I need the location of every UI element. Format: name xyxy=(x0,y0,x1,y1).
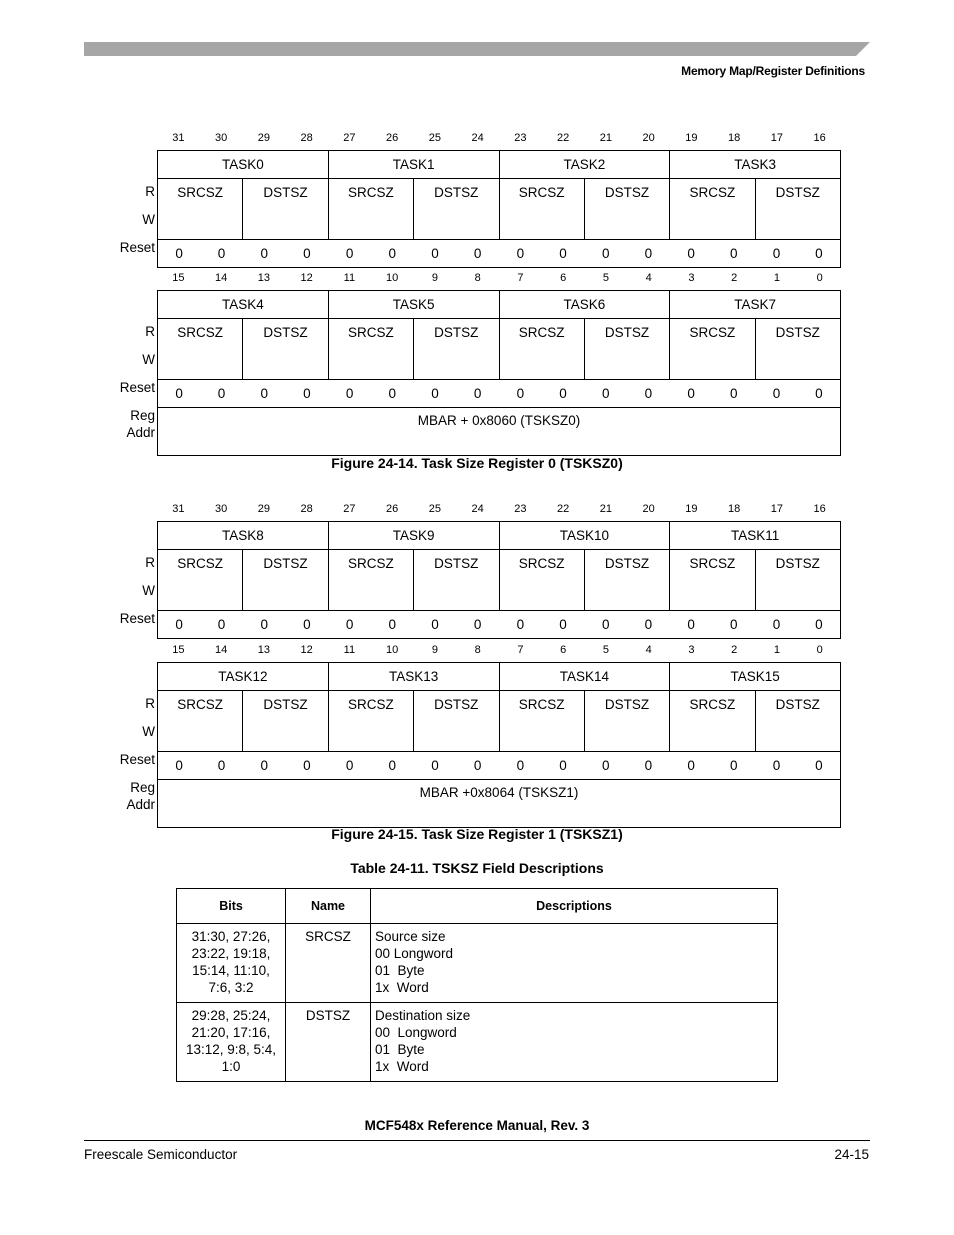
reset-value: 0 xyxy=(286,380,329,408)
row-label-r: R xyxy=(145,184,155,199)
reset-value: 0 xyxy=(712,240,755,268)
dstsz-field: DSTSZ xyxy=(243,691,328,752)
reset-value: 0 xyxy=(499,380,542,408)
register-address: MBAR +0x8064 (TSKSZ1) xyxy=(158,780,841,828)
dstsz-field: DSTSZ xyxy=(414,319,499,380)
bit-number: 26 xyxy=(386,132,399,144)
bit-number: 9 xyxy=(431,272,438,284)
reset-value: 0 xyxy=(670,611,713,639)
bit-number: 28 xyxy=(300,132,313,144)
dstsz-field: DSTSZ xyxy=(243,319,328,380)
reset-value: 0 xyxy=(328,240,371,268)
reset-value: 0 xyxy=(328,611,371,639)
reset-value: 0 xyxy=(584,752,627,780)
bit-number: 29 xyxy=(257,503,270,515)
reset-value: 0 xyxy=(158,611,201,639)
srcsz-field: SRCSZ xyxy=(328,179,413,240)
reset-value: 0 xyxy=(712,380,755,408)
srcsz-field: SRCSZ xyxy=(158,179,243,240)
table-header-row xyxy=(177,889,778,924)
header-bits: Bits xyxy=(177,889,286,924)
reset-row xyxy=(158,752,841,780)
bit-number: 10 xyxy=(386,644,399,656)
dstsz-field: DSTSZ xyxy=(755,179,840,240)
name-cell: SRCSZ xyxy=(286,924,371,1003)
footer-divider xyxy=(84,1140,870,1141)
task-name: TASK14 xyxy=(499,663,670,691)
bit-number: 5 xyxy=(602,644,609,656)
row-label-addr: Addr xyxy=(126,425,155,440)
reset-value: 0 xyxy=(670,240,713,268)
bits-line: 13:12, 9:8, 5:4, xyxy=(185,1042,277,1057)
figure14-register-upper xyxy=(110,132,842,268)
bit-number: 26 xyxy=(386,503,399,515)
bit-number: 3 xyxy=(688,644,695,656)
bit-number: 20 xyxy=(642,132,655,144)
reset-value: 0 xyxy=(286,752,329,780)
srcsz-field: SRCSZ xyxy=(158,319,243,380)
desc-line: Destination size xyxy=(375,1008,471,1023)
task-name: TASK2 xyxy=(499,151,670,179)
reset-value: 0 xyxy=(499,752,542,780)
reset-value: 0 xyxy=(456,611,499,639)
dstsz-field: DSTSZ xyxy=(584,691,669,752)
dstsz-field: DSTSZ xyxy=(584,550,669,611)
bit-number: 15 xyxy=(172,272,185,284)
srcsz-field: SRCSZ xyxy=(670,179,755,240)
reset-value: 0 xyxy=(456,752,499,780)
reset-value: 0 xyxy=(712,752,755,780)
desc-line: Source size xyxy=(375,929,446,944)
bits-line: 21:20, 17:16, xyxy=(191,1025,271,1040)
bit-number: 18 xyxy=(728,132,741,144)
reset-value: 0 xyxy=(542,752,585,780)
header-bar xyxy=(84,42,870,56)
task-name-row xyxy=(158,522,841,550)
bit-number: 18 xyxy=(728,503,741,515)
reset-value: 0 xyxy=(371,380,414,408)
bit-number: 8 xyxy=(474,272,481,284)
reset-value: 0 xyxy=(627,611,670,639)
reset-value: 0 xyxy=(456,380,499,408)
desc-line: 00 Longword xyxy=(375,946,454,961)
desc-line: 01 Byte xyxy=(375,963,425,978)
bit-number-row xyxy=(157,272,841,290)
reset-value: 0 xyxy=(584,380,627,408)
srcsz-field: SRCSZ xyxy=(328,550,413,611)
srcsz-field: SRCSZ xyxy=(499,179,584,240)
reset-value: 0 xyxy=(755,611,798,639)
reset-value: 0 xyxy=(414,752,457,780)
dstsz-field: DSTSZ xyxy=(584,319,669,380)
reset-value: 0 xyxy=(243,752,286,780)
task-name-row xyxy=(158,663,841,691)
bit-number: 1 xyxy=(773,272,780,284)
bit-number: 7 xyxy=(517,644,524,656)
reset-row xyxy=(158,380,841,408)
reset-value: 0 xyxy=(286,611,329,639)
bit-number: 27 xyxy=(343,503,356,515)
bit-number: 16 xyxy=(813,503,826,515)
figure14-register-lower xyxy=(110,272,842,456)
bits-line: 15:14, 11:10, xyxy=(192,963,270,978)
row-label-w: W xyxy=(142,212,155,227)
reset-value: 0 xyxy=(371,240,414,268)
bit-number: 6 xyxy=(560,644,567,656)
reset-value: 0 xyxy=(328,752,371,780)
bit-number: 13 xyxy=(257,644,270,656)
register-grid xyxy=(157,662,841,828)
description-cell xyxy=(371,924,778,1003)
field-row xyxy=(158,179,841,240)
task-name: TASK12 xyxy=(158,663,329,691)
srcsz-field: SRCSZ xyxy=(670,550,755,611)
bit-number: 21 xyxy=(599,132,612,144)
reset-value: 0 xyxy=(200,240,243,268)
bit-number-row xyxy=(157,132,841,150)
bit-number: 17 xyxy=(770,132,783,144)
row-label-reg: Reg xyxy=(130,780,155,795)
srcsz-field: SRCSZ xyxy=(328,319,413,380)
desc-line: 1x Word xyxy=(375,1059,429,1074)
bits-cell xyxy=(177,924,286,1003)
bit-number: 9 xyxy=(431,644,438,656)
reset-value: 0 xyxy=(798,380,841,408)
reset-value: 0 xyxy=(243,240,286,268)
reset-row xyxy=(158,240,841,268)
desc-line: 1x Word xyxy=(375,980,429,995)
field-description-table xyxy=(176,888,778,1082)
task-name: TASK7 xyxy=(670,291,841,319)
bit-number: 25 xyxy=(428,503,441,515)
register-grid xyxy=(157,290,841,456)
figure-24-14-caption: Figure 24-14. Task Size Register 0 (TSKSZ0) xyxy=(331,455,623,471)
desc-line: 01 Byte xyxy=(375,1042,425,1057)
reset-value: 0 xyxy=(371,752,414,780)
reset-value: 0 xyxy=(670,752,713,780)
dstsz-field: DSTSZ xyxy=(243,179,328,240)
bit-number-row xyxy=(157,644,841,662)
bit-number: 19 xyxy=(685,132,698,144)
reset-value: 0 xyxy=(414,380,457,408)
dstsz-field: DSTSZ xyxy=(414,691,499,752)
register-address: MBAR + 0x8060 (TSKSZ0) xyxy=(158,408,841,456)
bit-number: 29 xyxy=(257,132,270,144)
field-row xyxy=(158,319,841,380)
bit-number: 27 xyxy=(343,132,356,144)
bit-number: 22 xyxy=(557,132,570,144)
srcsz-field: SRCSZ xyxy=(670,319,755,380)
bits-cell xyxy=(177,1003,286,1082)
dstsz-field: DSTSZ xyxy=(755,550,840,611)
srcsz-field: SRCSZ xyxy=(499,550,584,611)
bit-number: 17 xyxy=(770,503,783,515)
task-name: TASK4 xyxy=(158,291,329,319)
register-grid xyxy=(157,521,841,639)
reset-value: 0 xyxy=(158,752,201,780)
bit-number: 15 xyxy=(172,644,185,656)
bit-number: 31 xyxy=(172,132,185,144)
bit-number: 31 xyxy=(172,503,185,515)
srcsz-field: SRCSZ xyxy=(158,691,243,752)
task-name: TASK1 xyxy=(328,151,499,179)
bit-number: 4 xyxy=(645,272,652,284)
task-name: TASK8 xyxy=(158,522,329,550)
bit-number: 3 xyxy=(688,272,695,284)
reset-value: 0 xyxy=(243,380,286,408)
reset-value: 0 xyxy=(328,380,371,408)
reset-value: 0 xyxy=(542,611,585,639)
row-label-reset: Reset xyxy=(119,752,155,767)
bit-number: 23 xyxy=(514,503,527,515)
name-cell: DSTSZ xyxy=(286,1003,371,1082)
description-cell xyxy=(371,1003,778,1082)
dstsz-field: DSTSZ xyxy=(243,550,328,611)
reset-value: 0 xyxy=(456,240,499,268)
srcsz-field: SRCSZ xyxy=(158,550,243,611)
bit-number: 24 xyxy=(471,132,484,144)
bit-number: 5 xyxy=(602,272,609,284)
bit-number: 21 xyxy=(599,503,612,515)
dstsz-field: DSTSZ xyxy=(414,179,499,240)
field-row xyxy=(158,550,841,611)
reset-value: 0 xyxy=(499,240,542,268)
reset-value: 0 xyxy=(200,611,243,639)
reg-addr-row xyxy=(158,408,841,456)
bit-number: 14 xyxy=(215,272,228,284)
bit-number: 7 xyxy=(517,272,524,284)
bit-number: 23 xyxy=(514,132,527,144)
bits-line: 31:30, 27:26, xyxy=(191,929,271,944)
reset-value: 0 xyxy=(200,380,243,408)
manual-title: MCF548x Reference Manual, Rev. 3 xyxy=(364,1118,590,1133)
reset-value: 0 xyxy=(243,611,286,639)
row-label-reg: Reg xyxy=(130,408,155,423)
row-label-r: R xyxy=(145,324,155,339)
bit-number: 10 xyxy=(386,272,399,284)
bit-number: 25 xyxy=(428,132,441,144)
page-number: 24-15 xyxy=(834,1147,869,1162)
reset-value: 0 xyxy=(755,240,798,268)
bit-number: 22 xyxy=(557,503,570,515)
reset-value: 0 xyxy=(542,240,585,268)
bit-number: 28 xyxy=(300,503,313,515)
bits-line: 23:22, 19:18, xyxy=(191,946,271,961)
task-name-row xyxy=(158,151,841,179)
figure15-register-lower xyxy=(110,644,842,828)
bit-number: 0 xyxy=(816,272,823,284)
bit-number: 30 xyxy=(215,132,228,144)
reset-value: 0 xyxy=(755,380,798,408)
desc-line: 00 Longword xyxy=(375,1025,457,1040)
reset-value: 0 xyxy=(584,611,627,639)
bits-line: 7:6, 3:2 xyxy=(208,980,254,995)
bit-number: 8 xyxy=(474,644,481,656)
dstsz-field: DSTSZ xyxy=(414,550,499,611)
srcsz-field: SRCSZ xyxy=(328,691,413,752)
row-label-r: R xyxy=(145,555,155,570)
reset-value: 0 xyxy=(798,752,841,780)
table-row xyxy=(177,924,778,1003)
reset-value: 0 xyxy=(200,752,243,780)
reset-value: 0 xyxy=(755,752,798,780)
row-label-reset: Reset xyxy=(119,611,155,626)
row-label-addr: Addr xyxy=(126,797,155,812)
task-name: TASK13 xyxy=(328,663,499,691)
bits-line: 29:28, 25:24, xyxy=(191,1008,271,1023)
task-name: TASK15 xyxy=(670,663,841,691)
bit-number: 19 xyxy=(685,503,698,515)
row-label-r: R xyxy=(145,696,155,711)
dstsz-field: DSTSZ xyxy=(755,691,840,752)
bit-number: 30 xyxy=(215,503,228,515)
dstsz-field: DSTSZ xyxy=(584,179,669,240)
reset-value: 0 xyxy=(798,611,841,639)
reset-value: 0 xyxy=(158,380,201,408)
bit-number: 16 xyxy=(813,132,826,144)
reset-value: 0 xyxy=(670,380,713,408)
reset-value: 0 xyxy=(499,611,542,639)
row-label-reset: Reset xyxy=(119,380,155,395)
reset-row xyxy=(158,611,841,639)
company-name: Freescale Semiconductor xyxy=(84,1147,238,1162)
reset-value: 0 xyxy=(627,752,670,780)
row-label-w: W xyxy=(142,352,155,367)
header-name: Name xyxy=(286,889,371,924)
row-label-w: W xyxy=(142,583,155,598)
bit-number: 12 xyxy=(300,644,313,656)
reset-value: 0 xyxy=(712,611,755,639)
row-label-reset: Reset xyxy=(119,240,155,255)
task-name: TASK10 xyxy=(499,522,670,550)
task-name: TASK3 xyxy=(670,151,841,179)
reset-value: 0 xyxy=(286,240,329,268)
reset-value: 0 xyxy=(627,240,670,268)
bit-number: 24 xyxy=(471,503,484,515)
reset-value: 0 xyxy=(414,611,457,639)
bit-number: 12 xyxy=(300,272,313,284)
bit-number: 11 xyxy=(343,272,356,284)
bits-line: 1:0 xyxy=(221,1059,241,1074)
figure-24-15-caption: Figure 24-15. Task Size Register 1 (TSKSZ1) xyxy=(331,826,623,842)
header-descriptions: Descriptions xyxy=(371,889,778,924)
bit-number: 1 xyxy=(773,644,780,656)
task-name: TASK9 xyxy=(328,522,499,550)
reset-value: 0 xyxy=(627,380,670,408)
srcsz-field: SRCSZ xyxy=(499,691,584,752)
bit-number: 14 xyxy=(215,644,228,656)
section-title: Memory Map/Register Definitions xyxy=(681,64,865,78)
bit-number: 4 xyxy=(645,644,652,656)
task-name: TASK5 xyxy=(328,291,499,319)
table-row xyxy=(177,1003,778,1082)
task-name-row xyxy=(158,291,841,319)
register-grid xyxy=(157,150,841,268)
field-row xyxy=(158,691,841,752)
bit-number: 20 xyxy=(642,503,655,515)
bit-number: 2 xyxy=(731,272,738,284)
reset-value: 0 xyxy=(371,611,414,639)
row-label-w: W xyxy=(142,724,155,739)
reset-value: 0 xyxy=(414,240,457,268)
reg-addr-row xyxy=(158,780,841,828)
reset-value: 0 xyxy=(542,380,585,408)
bit-number: 13 xyxy=(257,272,270,284)
bit-number: 11 xyxy=(343,644,356,656)
table-24-11-title: Table 24-11. TSKSZ Field Descriptions xyxy=(350,860,604,876)
bit-number: 2 xyxy=(731,644,738,656)
reset-value: 0 xyxy=(584,240,627,268)
srcsz-field: SRCSZ xyxy=(499,319,584,380)
bit-number: 6 xyxy=(560,272,567,284)
bit-number: 0 xyxy=(816,644,823,656)
task-name: TASK0 xyxy=(158,151,329,179)
reset-value: 0 xyxy=(798,240,841,268)
figure15-register-upper xyxy=(110,503,842,639)
task-name: TASK6 xyxy=(499,291,670,319)
task-name: TASK11 xyxy=(670,522,841,550)
dstsz-field: DSTSZ xyxy=(755,319,840,380)
srcsz-field: SRCSZ xyxy=(670,691,755,752)
reset-value: 0 xyxy=(158,240,201,268)
bit-number-row xyxy=(157,503,841,521)
